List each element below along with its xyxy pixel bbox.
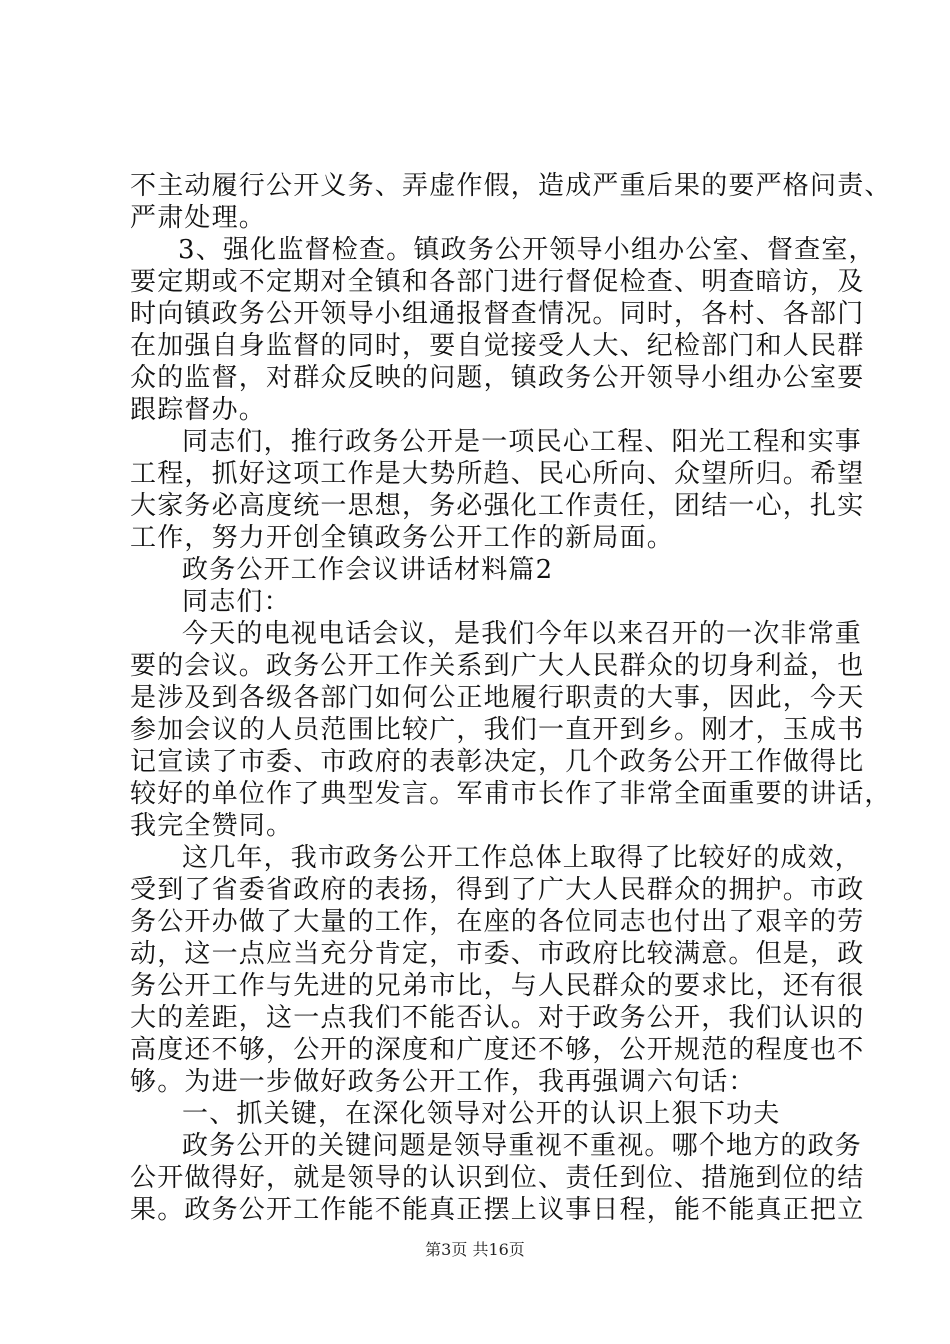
text-line: 众的监督，对群众反映的问题，镇政务公开领导小组办公室要 [130, 363, 865, 393]
text-line: 较好的单位作了典型发言。军甫市长作了非常全面重要的讲话， [130, 779, 892, 809]
text-line: 工作，努力开创全镇政务公开工作的新局面。 [130, 523, 675, 553]
text-line: 受到了省委省政府的表扬，得到了广大人民群众的拥护。市政 [130, 875, 865, 905]
text-line: 务公开工作与先进的兄弟市比，与人民群众的要求比，还有很 [130, 971, 865, 1001]
text-line: 今天的电视电话会议，是我们今年以来召开的一次非常重 [182, 619, 863, 649]
text-line: 这几年，我市政务公开工作总体上取得了比较好的成效， [182, 843, 863, 873]
text-line: 够。为进一步做好政务公开工作，我再强调六句话： [130, 1067, 756, 1097]
text-line: 高度还不够，公开的深度和广度还不够，公开规范的程度也不 [130, 1035, 865, 1065]
text-line: 动，这一点应当充分肯定，市委、市政府比较满意。但是，政 [130, 939, 865, 969]
text-line: 果。政务公开工作能不能真正摆上议事日程，能不能真正把立 [130, 1195, 865, 1225]
text-line: 工程，抓好这项工作是大势所趋、民心所向、众望所归。希望 [130, 459, 865, 489]
text-line: 记宣读了市委、市政府的表彰决定，几个政务公开工作做得比 [130, 747, 865, 777]
text-line: 政务公开的关键问题是领导重视不重视。哪个地方的政务 [182, 1131, 863, 1161]
text-line: 严肃处理。 [130, 203, 267, 233]
section-heading: 一、抓关键，在深化领导对公开的认识上狠下功夫 [182, 1099, 781, 1129]
text-line: 3、强化监督检查。镇政务公开领导小组办公室、督查室， [178, 235, 876, 265]
text-line: 在加强自身监督的同时，要自觉接受人大、纪检部门和人民群 [130, 331, 865, 361]
text-line: 同志们，推行政务公开是一项民心工程、阳光工程和实事 [182, 427, 863, 457]
text-line: 不主动履行公开义务、弄虚作假，造成严重后果的要严格问责、 [130, 171, 892, 201]
text-line: 我完全赞同。 [130, 811, 294, 841]
text-line: 大的差距，这一点我们不能否认。对于政务公开，我们认识的 [130, 1003, 865, 1033]
text-line: 公开做得好，就是领导的认识到位、责任到位、措施到位的结 [130, 1163, 865, 1193]
text-line: 时向镇政务公开领导小组通报督查情况。同时，各村、各部门 [130, 299, 865, 329]
text-line: 要定期或不定期对全镇和各部门进行督促检查、明查暗访，及 [130, 267, 865, 297]
text-line: 大家务必高度统一思想，务必强化工作责任，团结一心，扎实 [130, 491, 865, 521]
text-line: 要的会议。政务公开工作关系到广大人民群众的切身利益，也 [130, 651, 865, 681]
page-number-footer: 第3页 共16页 [425, 1240, 525, 1259]
section-heading: 政务公开工作会议讲话材料篇2 [182, 555, 554, 585]
salutation: 同志们： [182, 587, 291, 617]
text-line: 是涉及到各级各部门如何公正地履行职责的大事，因此，今天 [130, 683, 865, 713]
text-line: 跟踪督办。 [130, 395, 267, 425]
text-line: 务公开办做了大量的工作，在座的各位同志也付出了艰辛的劳 [130, 907, 865, 937]
text-line: 参加会议的人员范围比较广，我们一直开到乡。刚才，玉成书 [130, 715, 865, 745]
